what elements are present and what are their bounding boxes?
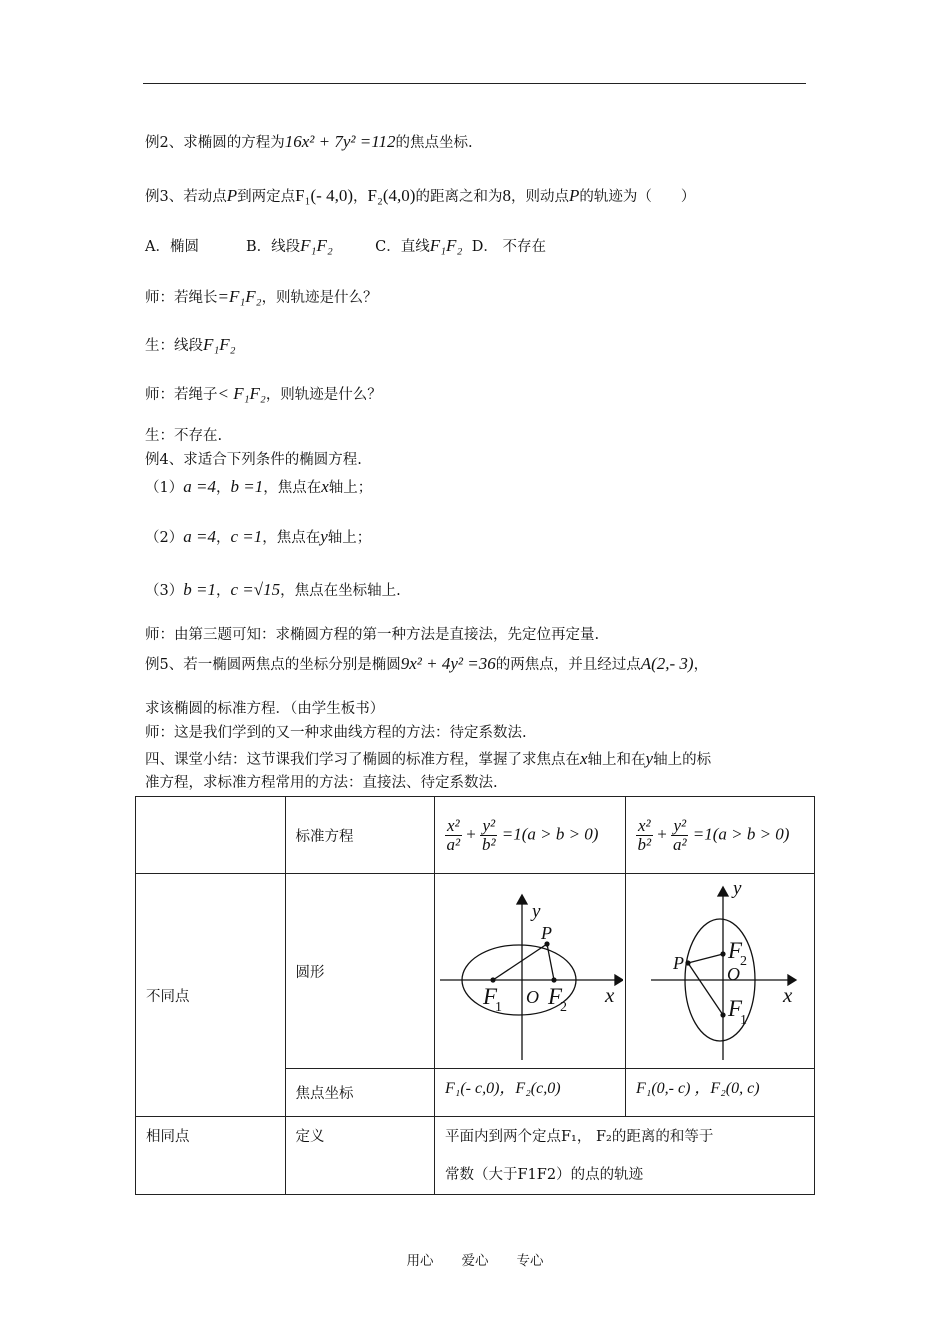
fig1-x-label: x [605, 983, 615, 1007]
summary-table [135, 796, 815, 1195]
e4-2-suffix2: 轴上； [327, 530, 372, 546]
y-axis-arrow [718, 887, 728, 896]
e4-1-sep: ， [215, 480, 231, 496]
focus-1-point [490, 977, 495, 982]
t1-math: =F₁F₂ [217, 287, 262, 306]
example-2-suffix: 的焦点坐标. [395, 135, 473, 151]
example-3-mid1: 到两定点 [237, 189, 296, 205]
fig2-f1-label: F [728, 996, 743, 1021]
shape-vertical-cell [626, 874, 815, 1069]
focus-label: 焦点坐标 [285, 1069, 435, 1117]
example-3-sum: 8 [502, 186, 511, 205]
fig1-f1-sub: 1 [495, 1000, 502, 1015]
horizontal-ellipse-diagram [435, 874, 623, 1064]
eq2-frac-2 [671, 817, 688, 854]
fig1-f2-sub: 2 [560, 1000, 567, 1015]
e4-2-sep: ， [215, 530, 231, 546]
summary-line-2: 准方程，求标准方程常用的方法：直接法、待定系数法. [145, 775, 498, 791]
fig2-f2-label: F [728, 938, 743, 963]
fig2-p-label: P [673, 953, 684, 973]
def-content [435, 1117, 815, 1195]
table-row-same [136, 1117, 815, 1195]
std-eq-vertical: $\frac{\text{x²}}{\text{b²}}$ + $\frac{\text{y²}}{\text{a²}}$ =1(a > b > 0) [626, 797, 815, 874]
example-3-prefix: 例3、若动点 [145, 189, 227, 205]
summary-suffix: 轴上的标 [653, 752, 712, 768]
shape-label: 圆形 [285, 874, 435, 1069]
vertical-ellipse-diagram [626, 874, 814, 1064]
y-axis-arrow [517, 895, 527, 904]
choice-c-label: C．直线 [375, 239, 430, 255]
eq2-num1: x² [638, 815, 651, 835]
e4-1-b: b =1 [230, 477, 264, 496]
fig1-p-label: P [541, 923, 552, 943]
example-3-mid2: 的距离之和为 [415, 189, 503, 205]
e5-point: A(2,- 3) [640, 654, 694, 673]
eq2-cond: =1(a > b > 0) [692, 824, 790, 843]
teacher-question-1 [145, 287, 378, 308]
x-axis-arrow [615, 975, 623, 985]
e4-2-axis: y [320, 527, 328, 546]
e5-equation: 9x² + 4y² =36 [400, 654, 496, 673]
fig2-f2-sub: 2 [740, 954, 747, 969]
example-3-f1: F₁(- 4,0) [295, 186, 353, 205]
e4-2-suffix1: ，焦点在 [262, 530, 321, 546]
eq1-frac-1 [445, 817, 462, 854]
e4-2-c: c =1 [230, 527, 263, 546]
e4-3-c: c =√15 [230, 580, 281, 599]
example-3-p: P [226, 186, 238, 205]
fig2-o-label: O [727, 964, 740, 984]
def-label: 定义 [285, 1117, 435, 1195]
t2-suffix: ，则轨迹是什么？ [265, 387, 382, 403]
example-5-line-2: 求该椭圆的标准方程．（由学生板书） [145, 701, 385, 717]
choice-b-math: F₁F₂ [300, 236, 333, 255]
table-row-std-eq [136, 797, 815, 874]
footer [0, 1249, 950, 1269]
header-rule [143, 83, 806, 84]
eq2-num2: y² [673, 815, 687, 835]
eq2-den2: a² [672, 834, 687, 854]
s1-prefix: 生：线段 [145, 338, 203, 354]
example-3 [145, 186, 695, 207]
example-2-equation: 16x² + 7y² =112 [284, 132, 396, 151]
e4-2-label: （2） [145, 530, 184, 546]
choice-b-label: B．线段 [246, 239, 301, 255]
e4-3-suffix: ，焦点在坐标轴上. [280, 583, 401, 599]
same-label: 相同点 [136, 1117, 286, 1195]
e4-3-b: b =1 [183, 580, 216, 599]
e4-1-suffix1: ，焦点在 [263, 480, 322, 496]
fig1-o-label: O [526, 987, 539, 1007]
choice-d: D． 不存在 [471, 239, 546, 255]
focus-coords-vertical: F₁(0,- c) ，F₂(0, c) [626, 1069, 815, 1117]
e4-3-sep: ， [215, 583, 231, 599]
example-3-suffix: 的轨迹为（ ） [579, 189, 696, 205]
example-4-title: 例4、求适合下列条件的椭圆方程. [145, 452, 362, 468]
eq1-den1: a² [446, 834, 461, 854]
eq2-den1: b² [637, 834, 652, 854]
std-eq-label: 标准方程 [285, 797, 435, 874]
t2-prefix: 师：若绳子 [145, 387, 218, 403]
example-4-item-3 [145, 580, 401, 601]
footer-b: 爱心 [461, 1253, 489, 1269]
focus-coords-horizontal: F₁(- c,0)，F₂(c,0) [435, 1069, 626, 1117]
empty-cell [136, 797, 286, 874]
fig1-f2-label: F [548, 984, 563, 1009]
fig1-f1-label: F [483, 984, 498, 1009]
p-point [685, 960, 690, 965]
pf1-segment [493, 944, 547, 980]
fig1-y-label: y [532, 901, 541, 922]
summary-prefix: 四、课堂小结：这节课我们学习了椭圆的标准方程，掌握了求焦点在 [145, 752, 580, 768]
eq1-num1: x² [447, 815, 460, 835]
e4-1-a: a =4 [183, 477, 216, 496]
example-2 [145, 132, 473, 153]
example-5 [145, 654, 708, 675]
summary-y: y [645, 749, 654, 768]
e5-prefix: 例5、若一椭圆两焦点的坐标分别是椭圆 [145, 657, 401, 673]
pf2-segment [688, 954, 723, 963]
def-line-2: 常数（大于F1F2）的点的轨迹 [445, 1166, 644, 1183]
teacher-note-1: 师：由第三题可知：求椭圆方程的第一种方法是直接法，先定位再定量. [145, 627, 600, 643]
summary-x: x [580, 749, 588, 768]
example-4-item-1 [145, 477, 372, 498]
t2-math: < F₁F₂ [217, 384, 266, 403]
t1-suffix: ，则轨迹是什么？ [261, 290, 378, 306]
example-3-p2: P [568, 186, 580, 205]
s1-math: F₁F₂ [203, 335, 236, 354]
teacher-question-2 [145, 384, 382, 405]
summary-mid: 轴上和在 [587, 752, 646, 768]
eq1-cond: =1(a > b > 0) [501, 824, 599, 843]
eq1-frac-2 [480, 817, 497, 854]
pf2-segment [547, 944, 554, 980]
choice-c-math: F₁F₂ [429, 236, 463, 255]
e5-suffix: ， [693, 657, 709, 673]
example-3-sep: ， [353, 189, 368, 205]
shape-horizontal-cell [435, 874, 626, 1069]
fig2-f1-sub: 1 [740, 1013, 747, 1028]
fig2-x-label: x [783, 983, 793, 1007]
t1-prefix: 师：若绳长 [145, 290, 218, 306]
diff-label: 不同点 [136, 874, 286, 1117]
summary-line-1 [145, 749, 711, 770]
eq1-num2: y² [482, 815, 496, 835]
example-3-mid3: ，则动点 [510, 189, 569, 205]
e5-mid: 的两焦点，并且经过点 [495, 657, 641, 673]
e4-1-axis: x [321, 477, 329, 496]
footer-c: 专心 [516, 1253, 544, 1269]
teacher-note-2: 师：这是我们学到的又一种求曲线方程的方法：待定系数法. [145, 725, 527, 741]
std-eq-horizontal: $\frac{\text{x²}}{\text{a²}}$ + $\frac{\text{y²}}{\text{b²}}$ =1(a > b > 0) [435, 797, 626, 874]
eq1-den2: b² [481, 834, 496, 854]
e4-1-label: （1） [145, 480, 184, 496]
def-line-1: 平面内到两个定点F₁， F₂的距离的和等于 [445, 1128, 714, 1145]
example-2-prefix: 例2、求椭圆的方程为 [145, 135, 285, 151]
e4-3-label: （3） [145, 583, 184, 599]
focus-1-point [720, 1012, 725, 1017]
choice-a: A．椭圆 [145, 239, 199, 255]
table-row-shape [136, 874, 815, 1069]
example-3-f2: F₂(4,0) [367, 186, 416, 205]
example-3-choices [145, 236, 546, 257]
fig2-y-label: y [733, 878, 742, 899]
focus-2-point [551, 977, 556, 982]
focus-2-point [720, 951, 725, 956]
footer-a: 用心 [406, 1253, 434, 1269]
student-answer-2: 生：不存在. [145, 428, 223, 444]
pf1-segment [688, 963, 723, 1015]
e4-1-suffix2: 轴上； [328, 480, 373, 496]
eq2-frac-1 [636, 817, 653, 854]
e4-2-a: a =4 [183, 527, 216, 546]
student-answer-1 [145, 335, 236, 356]
example-4-item-2 [145, 527, 371, 548]
